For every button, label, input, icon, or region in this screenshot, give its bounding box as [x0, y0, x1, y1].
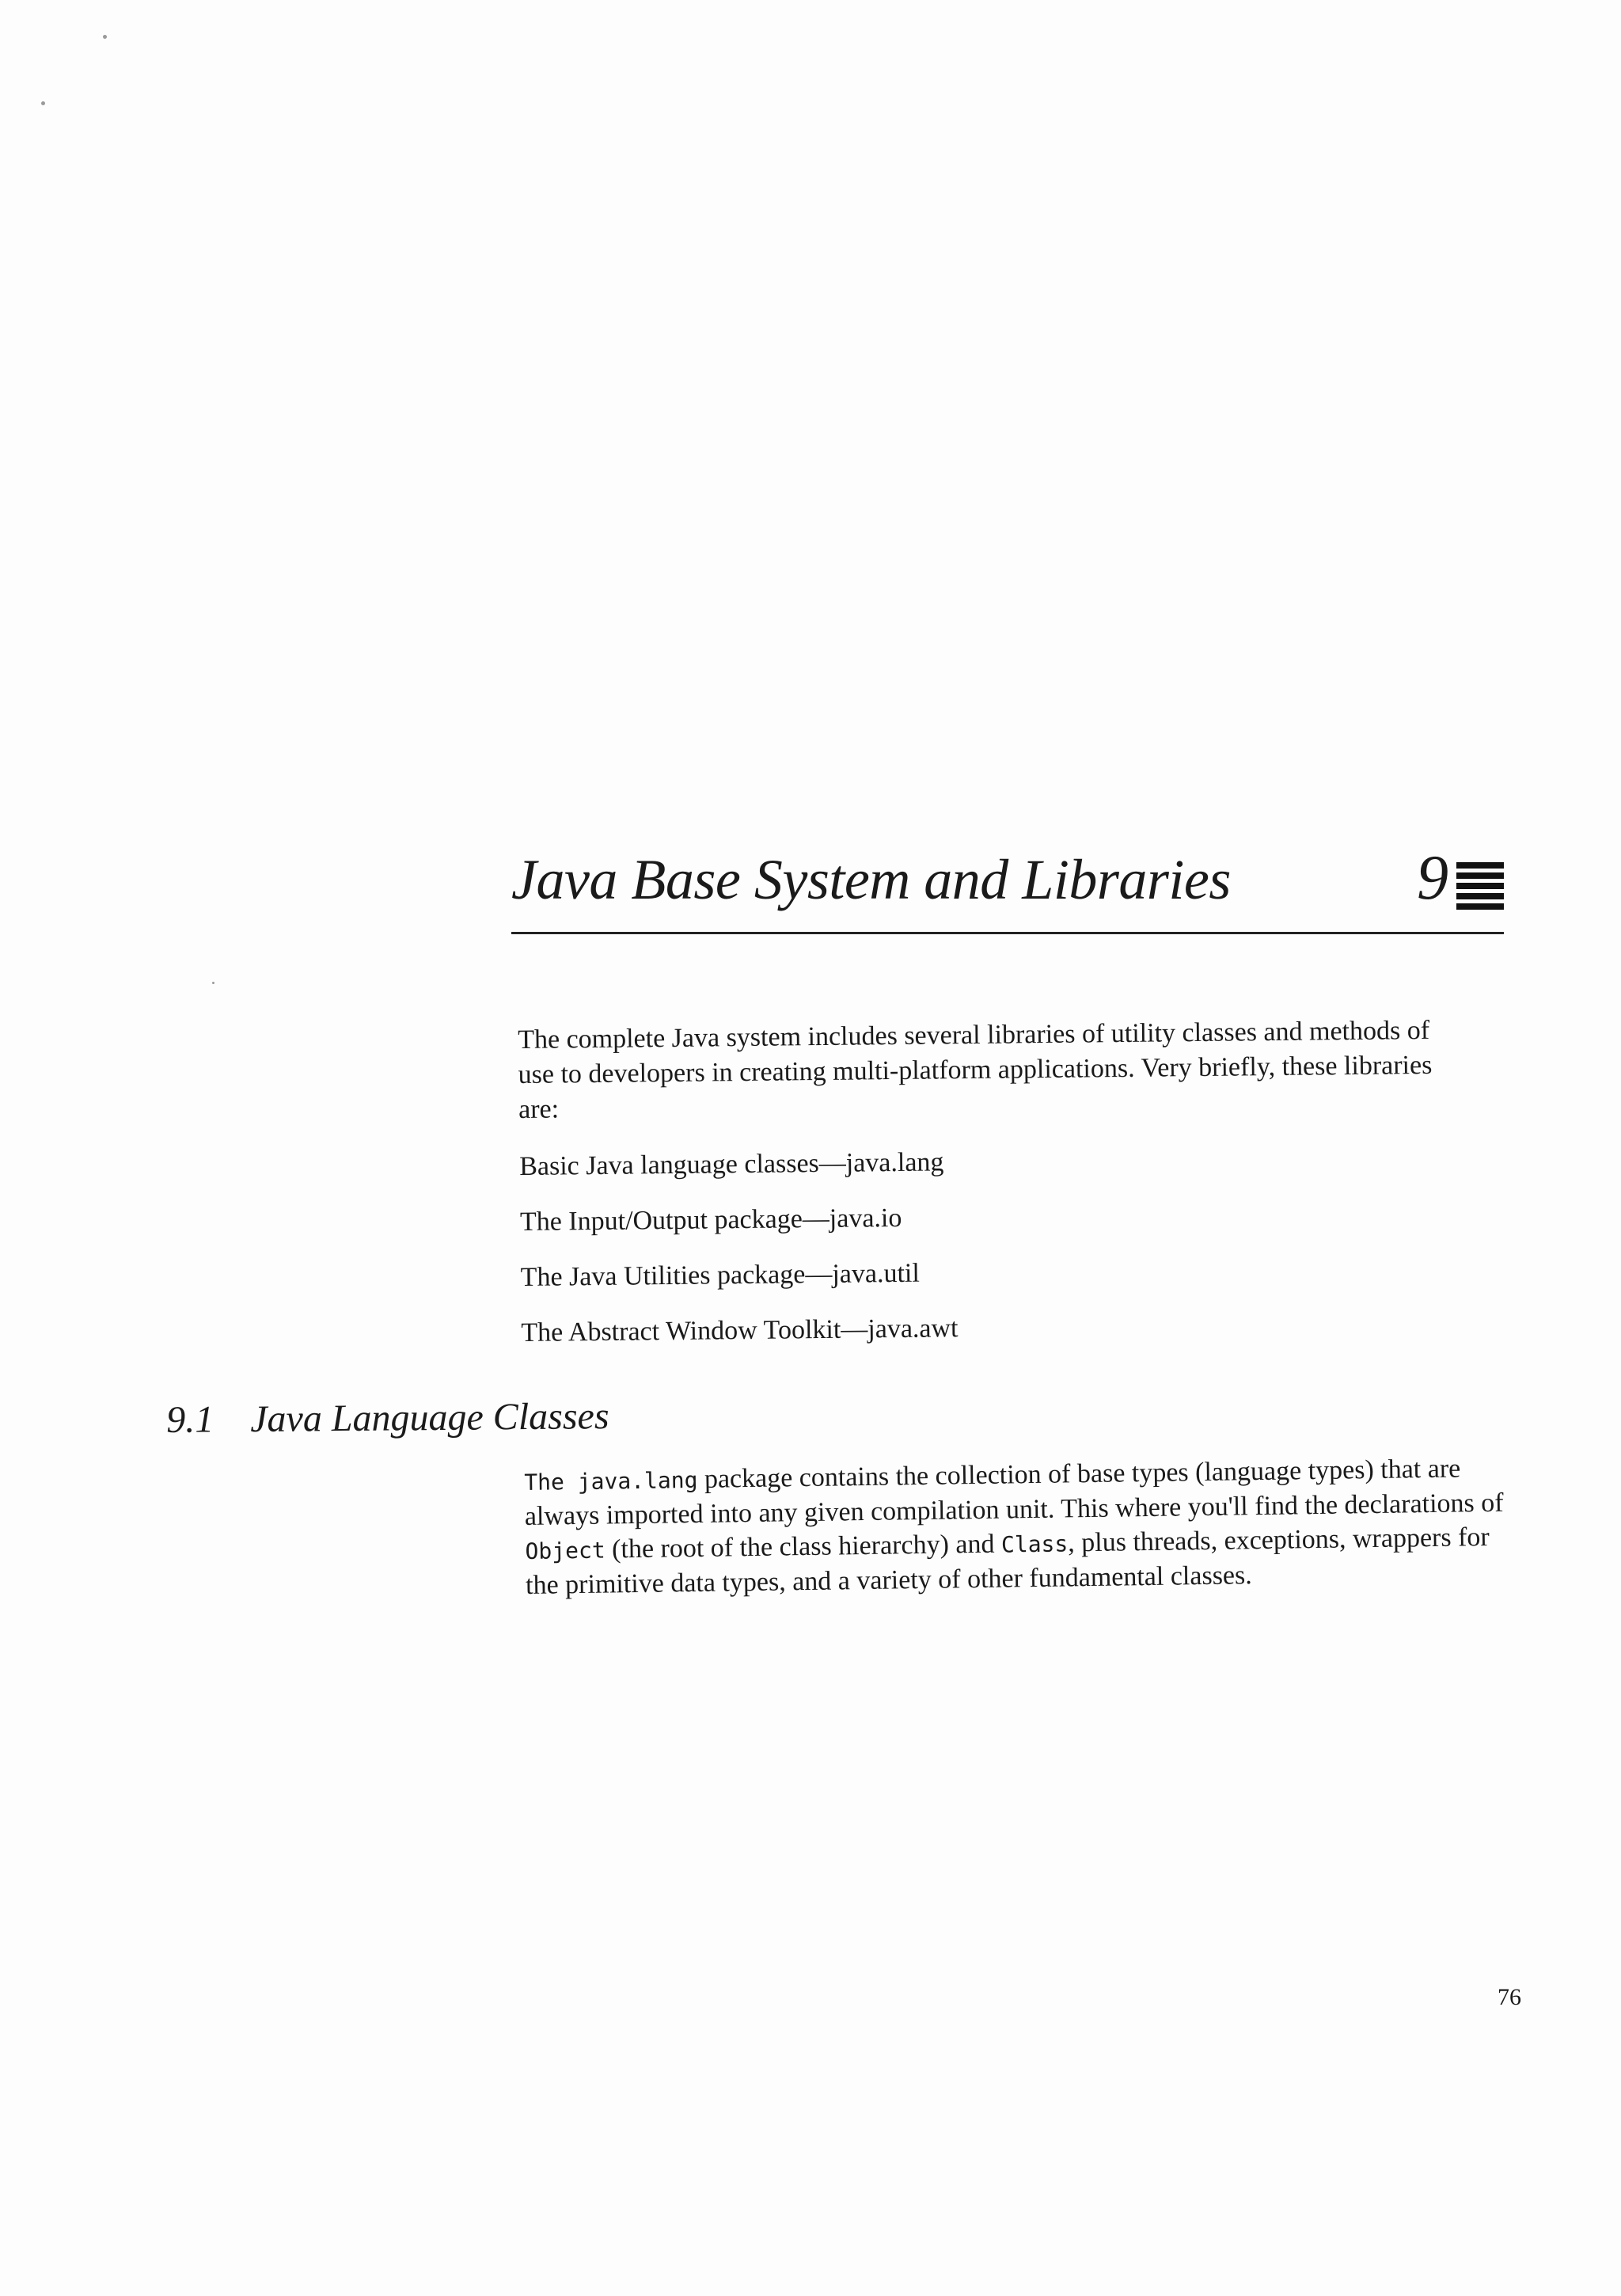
section-title: Java Language Classes: [249, 1395, 609, 1441]
chapter-rule: [511, 932, 1504, 934]
body-text: package contains the collection of base types (language types) that are always imported into any given compilation unit. This where you'll find the declarations of: [524, 1454, 1504, 1531]
chapter-bars-icon: [1456, 862, 1504, 911]
page-number: 76: [1498, 1984, 1521, 2010]
intro-text: The complete Java system includes several libraries of utility classes and methods of use to developers in creating multi-platform applications. Very briefly, these libraries are:: [518, 1015, 1433, 1124]
code-java-lang: java.lang: [577, 1466, 698, 1496]
chapter-title: Java Base System and Libraries: [511, 848, 1231, 911]
body-text: (the root of the class hierarchy) and: [605, 1529, 1002, 1564]
code-object: Object: [525, 1537, 606, 1564]
section-number: 9.1: [165, 1398, 214, 1441]
library-item: The Java Utilities package—java.util: [520, 1258, 921, 1292]
code-the: The: [524, 1469, 578, 1496]
library-list: [519, 1142, 1313, 1371]
section-heading: [166, 1397, 609, 1439]
section-paragraph: [524, 1451, 1507, 1602]
code-class: Class: [1000, 1530, 1069, 1558]
body-text: , plus threads, exceptions, wrappers for the primitive data types, and a variety of other fundamental classes.: [525, 1522, 1490, 1600]
library-item: The Abstract Window Toolkit—java.awt: [521, 1313, 959, 1348]
chapter-number: 9: [1417, 843, 1448, 913]
scan-speck: [212, 982, 214, 984]
library-item: Basic Java language classes—java.lang: [519, 1147, 944, 1181]
scan-speck: [41, 101, 45, 105]
section-body: [524, 1451, 1507, 1602]
intro-paragraph: [518, 1013, 1468, 1127]
scan-speck: [103, 35, 107, 39]
chapter-header: [511, 843, 1504, 945]
library-item: The Input/Output package—java.io: [519, 1203, 902, 1237]
